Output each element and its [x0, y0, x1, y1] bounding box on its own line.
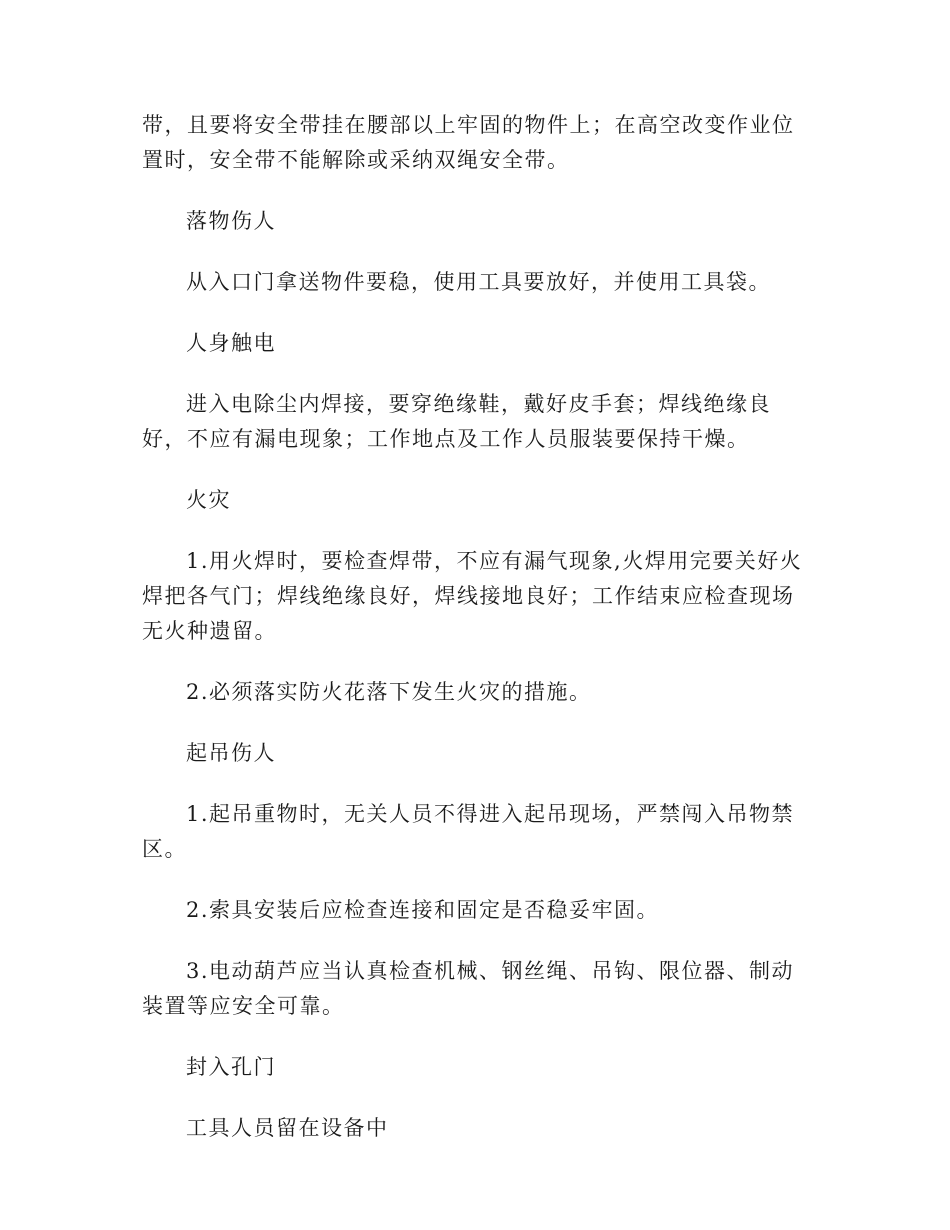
section-heading-seal-manhole: 封入孔门: [186, 1055, 276, 1079]
paragraph-falling-objects: 从入口门拿送物件要稳，使用工具要放好，并使用工具袋。: [186, 270, 771, 294]
paragraph-continuation: 带，且要将安全带挂在腰部以上牢固的物件上；在高空改变作业位置时，安全带不能解除或采纳双绳安全带。: [142, 113, 795, 172]
section-heading-electric-shock: 人身触电: [186, 331, 276, 355]
section-heading-falling-objects: 落物伤人: [186, 209, 276, 233]
section-heading-fire: 火灾: [186, 488, 231, 512]
paragraph-lifting-2: 2.索具安装后应检查连接和固定是否稳妥牢固。: [186, 898, 660, 922]
paragraph-lifting-1: 1.起吊重物时，无关人员不得进入起吊现场，严禁闯入吊物禁区。: [142, 802, 795, 861]
paragraph-fire-1: 1.用火焊时，要检查焊带，不应有漏气现象,火焊用完要关好火焊把各气门；焊线绝缘良好，焊线接地良好；工作结束应检查现场无火种遗留。: [142, 549, 803, 643]
paragraph-fire-2: 2.必须落实防火花落下发生火灾的措施。: [186, 680, 592, 704]
paragraph-seal-manhole: 工具人员留在设备中: [186, 1116, 389, 1140]
document-body: [142, 108, 812, 1172]
section-heading-lifting: 起吊伤人: [186, 741, 276, 765]
paragraph-electric-shock: 进入电除尘内焊接，要穿绝缘鞋，戴好皮手套；焊线绝缘良好，不应有漏电现象；工作地点及工作人员服装要保持干燥。: [142, 392, 771, 451]
paragraph-lifting-3: 3.电动葫芦应当认真检查机械、钢丝绳、吊钩、限位器、制动装置等应安全可靠。: [142, 959, 795, 1018]
